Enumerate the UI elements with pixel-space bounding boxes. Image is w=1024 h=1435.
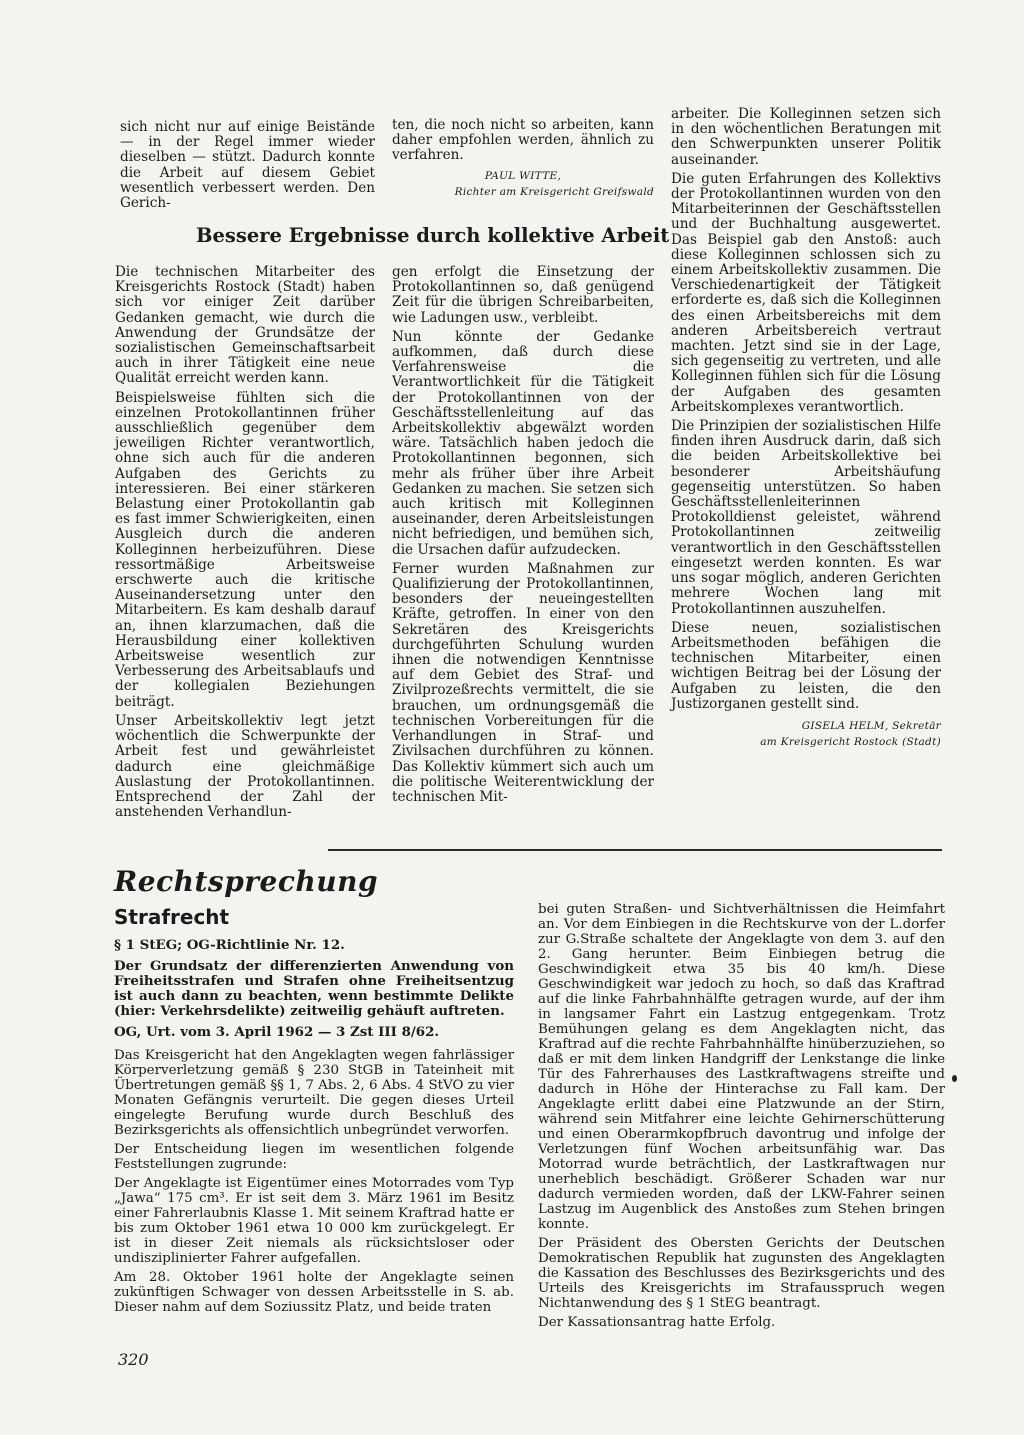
paragraph: Die technischen Mitarbeiter des Kreisgerichts Rostock (Stadt) haben sich vor einiger Zeit darüber Gedanken gemacht, wie durch die Anwendung der Grundsätze der sozialistischen Gemeinschaftsarbeit auch in ihrer Tätigkeit eine neue Qualität erreicht werden kann. — [115, 264, 375, 387]
paragraph: Am 28. Oktober 1961 holte der Angeklagte seinen zukünftigen Schwager von dessen Arbeitsstelle in S. ab. Dieser nahm auf dem Soziussitz Platz, und beide traten — [114, 1270, 514, 1315]
signature-name: GISELA HELM, Sekretär — [801, 719, 941, 732]
citation: § 1 StEG; OG-Richtlinie Nr. 12. — [114, 937, 345, 953]
paragraph: Der Kassationsantrag hatte Erfolg. — [538, 1315, 776, 1330]
paragraph: Ferner wurden Maßnahmen zur Qualifizierung der Protokollantinnen, besonders der neueingestellten Kräfte, getroffen. In einer von den Sekretären des Kreisgerichts durchgeführten Schulung wurden ihnen die notwendigen Kenntnisse auf dem Gebiet des Straf- und Zivilprozeßrechts vermittelt, die sie brauchen, um ordnungsgemäß die technischen Vorbereitungen für die Verhandlungen in Straf- und Zivilsachen durchführen zu können. Das Kollektiv kümmert sich auch um die politische Weiterentwicklung der technischen Mit- — [392, 560, 654, 805]
paragraph: Die guten Erfahrungen des Kollektivs der Protokollantinnen wurden von den Mitarbeiterinnen der Geschäftsstellen und der Buchhaltung ausgewertet. Das Beispiel gab den Anstoß: auch diese Kolleginnen schlossen sich zu einem Arbeitskollektiv zusammen. Die Verschiedenartigkeit der Tätigkeit erforderte es, daß sich die Kolleginnen des einen Arbeitsbereichs mit dem anderen Arbeitsbereich vertraut machten. Jetzt sind sie in der Lage, sich gegenseitig zu vertreten, und alle Kolleginnen fühlen sich für die Lösung der Aufgaben des gesamten Arbeitskomplexes verantwortlich. — [671, 170, 941, 415]
law-column-2 — [538, 902, 945, 1334]
section-divider — [328, 849, 942, 851]
paragraph: sich nicht nur auf einige Beistände — in der Regel immer wieder dieselben — stützt. Dadurch konnte die Arbeit auf diesem Gebiet wesentlich verbessert werden. Den Gerich- — [120, 119, 375, 212]
paragraph: bei guten Straßen- und Sichtverhältnissen die Heimfahrt an. Vor dem Einbiegen in die Rechtskurve von der L.dorfer zur G.Straße schaltete der Angeklagte von dem 3. auf den 2. Gang herunter. Beim Einbiegen betrug die Geschwindigkeit etwa 35 bis 40 km/h. Diese Geschwindigkeit war jedoch zu hoch, so daß das Kraftrad auf die linke Fahrbahnhälfte getragen wurde, auf der ihm in langsamer Fahrt ein Lastzug entgegenkam. Trotz Bemühungen gelang es dem Angeklagten nicht, das Kraftrad auf die rechte Fahrbahnhälfte hinüberzuziehen, so daß er mit dem linken Handgriff der Lenkstange die linke Tür des Fahrerhauses des Lastkraftwagens streifte und dadurch in Höhe der Hinterachse zu Fall kam. Der Angeklagte erlitt dabei eine Platzwunde an der Stirn, während sein Mitfahrer eine leichte Gehirnerschütterung und einen Oberarmkopfbruch davontrug und infolge der Verletzungen fünf Wochen arbeitsunfähig war. Das Motorrad wurde beträchtlich, der Lastkraftwagen nur unerheblich beschädigt. Größerer Schaden war nur dadurch vermieden worden, daß der LKW-Fahrer seinen Lastzug im Augenblick des Anstoßes zum Stehen bringen konnte. — [538, 902, 945, 1232]
headnote: Der Grundsatz der differenzierten Anwendung von Freiheitsstrafen und Strafen ohne Freiheitsentzug ist auch dann zu beachten, wenn bestimmte Delikte (hier: Verkehrsdelikte) zeitweilig gehäuft auftreten. — [114, 958, 514, 1019]
paragraph: Diese neuen, sozialistischen Arbeitsmethoden befähigen die technischen Mitarbeiter, einen wichtigen Beitrag bei der Lösung der Aufgaben zu leisten, die den Justizorganen gestellt sind. — [671, 619, 941, 712]
subsection-title: Strafrecht — [114, 905, 230, 929]
signature-title: Richter am Kreisgericht Greifswald — [454, 185, 654, 198]
article-column-2 — [392, 265, 654, 809]
signature-title: am Kreisgericht Rostock (Stadt) — [760, 735, 941, 748]
paragraph: Das Kreisgericht hat den Angeklagten wegen fahrlässiger Körperverletzung gemäß § 230 StGB in Tateinheit mit Übertretungen gemäß §§ 1, 7 Abs. 2, 6 Abs. 4 StVO zu vier Monaten Gefängnis verurteilt. Die gegen dieses Urteil eingelegte Berufung wurde durch Beschluß des Bezirksgerichts als offensichtlich unbegründet verworfen. — [114, 1048, 514, 1138]
section-title: Rechtsprechung — [114, 865, 379, 898]
ink-speck — [952, 1075, 957, 1082]
paragraph: Die Prinzipien der sozialistischen Hilfe finden ihren Ausdruck darin, daß sich die beiden Arbeitskollektive bei besonderer Arbeitshäufung gegenseitig unterstützen. So haben Geschäftsstellenleiterinnen Protokolldienst geleistet, während Protokollantinnen zeitweilig verantwortlich in den Geschäftsstellen eingesetzt werden konnten. Es war uns sogar möglich, anderen Gerichten mehrere Wochen lang mit Protokollantinnen auszuhelfen. — [671, 418, 941, 617]
signature-name: PAUL WITTE, — [484, 169, 562, 182]
paragraph: Unser Arbeitskollektiv legt jetzt wöchentlich die Schwerpunkte der Arbeit fest und gewährleistet dadurch eine gleichmäßige Auslastung der Protokollantinnen. Entsprechend der Zahl der anstehenden Verhandlun- — [115, 712, 375, 821]
article-column-1 — [115, 265, 375, 824]
page-number: 320 — [118, 1350, 149, 1369]
paragraph: Beispielsweise fühlten sich die einzelnen Protokollantinnen früher ausschließlich gegenüber dem jeweiligen Richter verantwortlich, ohne sich auch für die anderen Aufgaben des Gerichts zu interessieren. Bei einer stärkeren Belastung einer Protokollantin gab es fast immer Schwierigkeiten, einen Ausgleich durch die anderen Kolleginnen herbeizuführen. Diese ressortmäßige Arbeitsweise erschwerte auch die kritische Auseinandersetzung unter den Mitarbeitern. Es kam deshalb darauf an, ihnen klarzumachen, daß die Herausbildung einer kollektiven Arbeitsweise wesentlich zur Verbesserung des Arbeitsablaufs und der kollegialen Beziehungen beiträgt. — [115, 389, 375, 710]
paragraph: Der Präsident des Obersten Gerichts der Deutschen Demokratischen Republik hat zugunsten des Angeklagten die Kassation des Beschlusses des Bezirksgerichts und des Urteils des Kreisgerichts im Strafausspruch wegen Nichtanwendung des § 1 StEG beantragt. — [538, 1236, 945, 1311]
paragraph: gen erfolgt die Einsetzung der Protokollantinnen so, daß genügend Zeit für die übrigen Schreibarbeiten, wie Ladungen usw., verbleibt. — [392, 264, 654, 326]
paragraph: arbeiter. Die Kolleginnen setzen sich in den wöchentlichen Beratungen mit den Schwerpunkten unserer Politik auseinander. — [671, 106, 941, 168]
decision-reference: OG, Urt. vom 3. April 1962 — 3 Zst III 8/62. — [114, 1024, 440, 1040]
paragraph: ten, die noch nicht so arbeiten, kann daher empfohlen werden, ähnlich zu verfahren. — [392, 117, 654, 164]
paragraph: Nun könnte der Gedanke aufkommen, daß durch diese Verfahrensweise die Verantwortlichkeit für die Tätigkeit der Protokollantinnen von der Geschäftsstellenleitung auf das Arbeitskollektiv abgewälzt worden wäre. Tatsächlich haben jedoch die Protokollantinnen begonnen, sich mehr als früher über ihre Arbeit Gedanken zu machen. Sie setzen sich auch kritisch mit Kolleginnen auseinander, deren Arbeitsleistungen nicht befriedigen, und bemühen sich, die Ursachen dafür aufzudecken. — [392, 328, 654, 558]
paragraph: Der Angeklagte ist Eigentümer eines Motorrades vom Typ „Jawa“ 175 cm³. Er ist seit dem 3. März 1961 im Besitz einer Fahrerlaubnis Klasse 1. Mit seinem Kraftrad hatte er bis zum Oktober 1961 etwa 10 000 km zurückgelegt. Er ist in dieser Zeit niemals als rücksichtsloser oder undisziplinierter Fahrer aufgefallen. — [114, 1176, 514, 1266]
paragraph: Der Entscheidung liegen im wesentlichen folgende Feststellungen zugrunde: — [114, 1142, 514, 1172]
top-column-3 — [671, 107, 941, 752]
top-column-1 — [120, 120, 375, 215]
article-headline: Bessere Ergebnisse durch kollektive Arbeit — [196, 224, 670, 247]
law-column-1 — [114, 938, 514, 1319]
top-column-2 — [392, 118, 654, 202]
